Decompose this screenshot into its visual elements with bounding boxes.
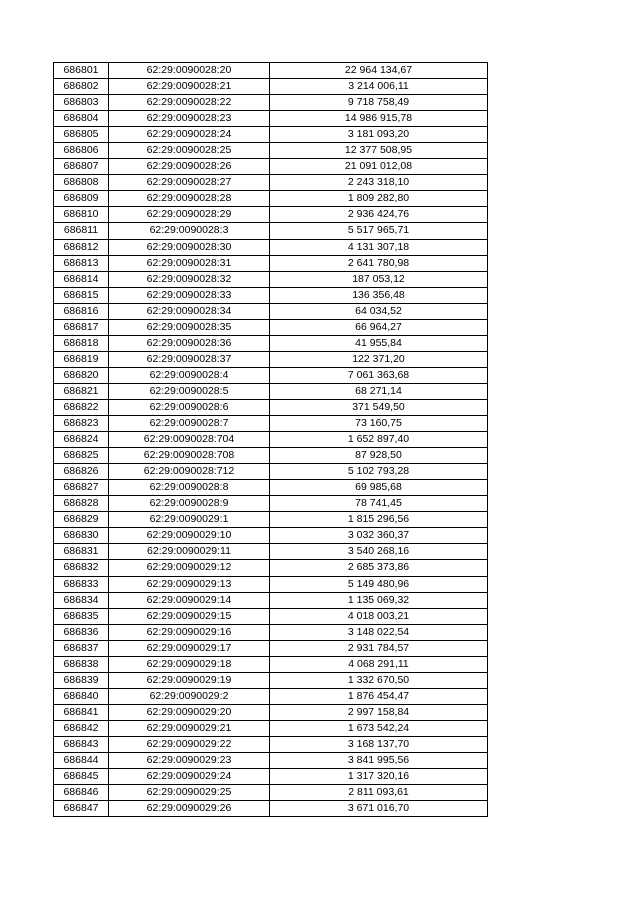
row-number-cell: 686834 [54, 592, 109, 608]
table-row [54, 480, 488, 496]
cadastral-number-cell: 62:29:0090029:23 [109, 753, 270, 769]
cadastral-value-cell: 5 102 793,28 [270, 464, 488, 480]
table-body [54, 63, 488, 817]
cadastral-value-cell: 3 671 016,70 [270, 801, 488, 817]
cadastral-number-cell: 62:29:0090028:712 [109, 464, 270, 480]
cadastral-value-cell: 2 997 158,84 [270, 704, 488, 720]
cadastral-value-cell: 9 718 758,49 [270, 95, 488, 111]
cadastral-value-cell: 136 356,48 [270, 287, 488, 303]
table-row [54, 287, 488, 303]
table-row [54, 704, 488, 720]
row-number-cell: 686807 [54, 159, 109, 175]
row-number-cell: 686833 [54, 576, 109, 592]
cadastral-number-cell: 62:29:0090029:20 [109, 704, 270, 720]
table-row [54, 383, 488, 399]
row-number-cell: 686847 [54, 801, 109, 817]
cadastral-number-cell: 62:29:0090029:18 [109, 656, 270, 672]
cadastral-number-cell: 62:29:0090028:708 [109, 448, 270, 464]
cadastral-value-cell: 1 815 296,56 [270, 512, 488, 528]
cadastral-number-cell: 62:29:0090029:10 [109, 528, 270, 544]
cadastral-number-cell: 62:29:0090029:25 [109, 785, 270, 801]
cadastral-value-cell: 64 034,52 [270, 303, 488, 319]
table-row [54, 239, 488, 255]
row-number-cell: 686818 [54, 335, 109, 351]
cadastral-number-cell: 62:29:0090028:36 [109, 335, 270, 351]
row-number-cell: 686802 [54, 79, 109, 95]
table-row [54, 63, 488, 79]
row-number-cell: 686836 [54, 624, 109, 640]
cadastral-number-cell: 62:29:0090028:9 [109, 496, 270, 512]
row-number-cell: 686815 [54, 287, 109, 303]
row-number-cell: 686845 [54, 769, 109, 785]
cadastral-value-cell: 4 131 307,18 [270, 239, 488, 255]
table-row [54, 608, 488, 624]
row-number-cell: 686841 [54, 704, 109, 720]
row-number-cell: 686814 [54, 271, 109, 287]
row-number-cell: 686844 [54, 753, 109, 769]
table-row [54, 432, 488, 448]
cadastral-value-cell: 1 809 282,80 [270, 191, 488, 207]
cadastral-number-cell: 62:29:0090028:25 [109, 143, 270, 159]
cadastral-number-cell: 62:29:0090028:6 [109, 399, 270, 415]
row-number-cell: 686812 [54, 239, 109, 255]
cadastral-number-cell: 62:29:0090028:37 [109, 351, 270, 367]
table-row [54, 191, 488, 207]
cadastral-value-cell: 1 317 320,16 [270, 769, 488, 785]
cadastral-number-cell: 62:29:0090029:22 [109, 736, 270, 752]
row-number-cell: 686808 [54, 175, 109, 191]
cadastral-value-cell: 3 032 360,37 [270, 528, 488, 544]
cadastral-value-cell: 5 149 480,96 [270, 576, 488, 592]
cadastral-value-cell: 122 371,20 [270, 351, 488, 367]
cadastral-number-cell: 62:29:0090028:29 [109, 207, 270, 223]
cadastral-number-cell: 62:29:0090029:11 [109, 544, 270, 560]
row-number-cell: 686827 [54, 480, 109, 496]
table-row [54, 672, 488, 688]
cadastral-value-cell: 371 549,50 [270, 399, 488, 415]
table-row [54, 159, 488, 175]
cadastral-value-cell: 5 517 965,71 [270, 223, 488, 239]
cadastral-value-cell: 4 018 003,21 [270, 608, 488, 624]
table-row [54, 303, 488, 319]
row-number-cell: 686825 [54, 448, 109, 464]
cadastral-value-cell: 14 986 915,78 [270, 111, 488, 127]
table-row [54, 255, 488, 271]
table-row [54, 319, 488, 335]
cadastral-number-cell: 62:29:0090029:1 [109, 512, 270, 528]
row-number-cell: 686846 [54, 785, 109, 801]
table-row [54, 560, 488, 576]
cadastral-value-cell: 2 641 780,98 [270, 255, 488, 271]
table-row [54, 769, 488, 785]
row-number-cell: 686821 [54, 383, 109, 399]
cadastral-number-cell: 62:29:0090029:21 [109, 720, 270, 736]
cadastral-number-cell: 62:29:0090028:27 [109, 175, 270, 191]
table-row [54, 624, 488, 640]
row-number-cell: 686826 [54, 464, 109, 480]
cadastral-value-cell: 78 741,45 [270, 496, 488, 512]
cadastral-value-cell: 41 955,84 [270, 335, 488, 351]
table-row [54, 785, 488, 801]
table-row [54, 736, 488, 752]
row-number-cell: 686824 [54, 432, 109, 448]
row-number-cell: 686838 [54, 656, 109, 672]
cadastral-number-cell: 62:29:0090029:16 [109, 624, 270, 640]
cadastral-number-cell: 62:29:0090028:21 [109, 79, 270, 95]
cadastral-value-cell: 2 936 424,76 [270, 207, 488, 223]
table-row [54, 367, 488, 383]
cadastral-value-cell: 3 181 093,20 [270, 127, 488, 143]
row-number-cell: 686803 [54, 95, 109, 111]
table-row [54, 335, 488, 351]
cadastral-value-cell: 1 673 542,24 [270, 720, 488, 736]
cadastral-number-cell: 62:29:0090028:32 [109, 271, 270, 287]
table-row [54, 544, 488, 560]
table-row [54, 271, 488, 287]
cadastral-value-cell: 2 243 318,10 [270, 175, 488, 191]
table-row [54, 399, 488, 415]
cadastral-number-cell: 62:29:0090028:20 [109, 63, 270, 79]
row-number-cell: 686842 [54, 720, 109, 736]
cadastral-value-cell: 3 148 022,54 [270, 624, 488, 640]
row-number-cell: 686823 [54, 416, 109, 432]
row-number-cell: 686843 [54, 736, 109, 752]
row-number-cell: 686819 [54, 351, 109, 367]
cadastral-value-cell: 187 053,12 [270, 271, 488, 287]
cadastral-value-cell: 12 377 508,95 [270, 143, 488, 159]
cadastral-number-cell: 62:29:0090028:30 [109, 239, 270, 255]
cadastral-value-table [53, 62, 488, 817]
row-number-cell: 686839 [54, 672, 109, 688]
table-row [54, 592, 488, 608]
cadastral-number-cell: 62:29:0090028:8 [109, 480, 270, 496]
table-row [54, 416, 488, 432]
cadastral-value-cell: 2 931 784,57 [270, 640, 488, 656]
row-number-cell: 686806 [54, 143, 109, 159]
cadastral-number-cell: 62:29:0090029:2 [109, 688, 270, 704]
row-number-cell: 686829 [54, 512, 109, 528]
row-number-cell: 686837 [54, 640, 109, 656]
cadastral-number-cell: 62:29:0090028:704 [109, 432, 270, 448]
row-number-cell: 686832 [54, 560, 109, 576]
cadastral-number-cell: 62:29:0090028:28 [109, 191, 270, 207]
table-row [54, 688, 488, 704]
cadastral-value-cell: 7 061 363,68 [270, 367, 488, 383]
row-number-cell: 686828 [54, 496, 109, 512]
cadastral-number-cell: 62:29:0090028:35 [109, 319, 270, 335]
cadastral-number-cell: 62:29:0090028:31 [109, 255, 270, 271]
cadastral-number-cell: 62:29:0090029:14 [109, 592, 270, 608]
row-number-cell: 686804 [54, 111, 109, 127]
cadastral-value-cell: 2 811 093,61 [270, 785, 488, 801]
row-number-cell: 686810 [54, 207, 109, 223]
row-number-cell: 686816 [54, 303, 109, 319]
cadastral-number-cell: 62:29:0090028:23 [109, 111, 270, 127]
table-row [54, 79, 488, 95]
row-number-cell: 686805 [54, 127, 109, 143]
cadastral-number-cell: 62:29:0090029:26 [109, 801, 270, 817]
cadastral-value-cell: 66 964,27 [270, 319, 488, 335]
cadastral-number-cell: 62:29:0090029:15 [109, 608, 270, 624]
row-number-cell: 686801 [54, 63, 109, 79]
cadastral-number-cell: 62:29:0090028:26 [109, 159, 270, 175]
row-number-cell: 686835 [54, 608, 109, 624]
table-row [54, 223, 488, 239]
table-row [54, 464, 488, 480]
cadastral-value-cell: 22 964 134,67 [270, 63, 488, 79]
cadastral-value-cell: 1 876 454,47 [270, 688, 488, 704]
table-row [54, 143, 488, 159]
cadastral-value-cell: 3 841 995,56 [270, 753, 488, 769]
table-row [54, 576, 488, 592]
row-number-cell: 686817 [54, 319, 109, 335]
cadastral-number-cell: 62:29:0090028:3 [109, 223, 270, 239]
row-number-cell: 686820 [54, 367, 109, 383]
row-number-cell: 686813 [54, 255, 109, 271]
cadastral-number-cell: 62:29:0090028:22 [109, 95, 270, 111]
cadastral-number-cell: 62:29:0090028:34 [109, 303, 270, 319]
table-row [54, 351, 488, 367]
table-row [54, 496, 488, 512]
cadastral-value-cell: 69 985,68 [270, 480, 488, 496]
cadastral-number-cell: 62:29:0090028:4 [109, 367, 270, 383]
cadastral-value-cell: 3 214 006,11 [270, 79, 488, 95]
table-row [54, 753, 488, 769]
cadastral-value-cell: 73 160,75 [270, 416, 488, 432]
cadastral-number-cell: 62:29:0090029:17 [109, 640, 270, 656]
table-row [54, 127, 488, 143]
cadastral-number-cell: 62:29:0090028:7 [109, 416, 270, 432]
cadastral-value-cell: 3 540 268,16 [270, 544, 488, 560]
cadastral-number-cell: 62:29:0090028:24 [109, 127, 270, 143]
table-row [54, 95, 488, 111]
cadastral-value-cell: 4 068 291,11 [270, 656, 488, 672]
cadastral-number-cell: 62:29:0090029:12 [109, 560, 270, 576]
cadastral-value-cell: 2 685 373,86 [270, 560, 488, 576]
table-row [54, 175, 488, 191]
table-row [54, 720, 488, 736]
cadastral-number-cell: 62:29:0090028:33 [109, 287, 270, 303]
cadastral-value-cell: 3 168 137,70 [270, 736, 488, 752]
table-row [54, 512, 488, 528]
table-row [54, 111, 488, 127]
cadastral-value-cell: 1 135 069,32 [270, 592, 488, 608]
table-row [54, 448, 488, 464]
cadastral-number-cell: 62:29:0090029:13 [109, 576, 270, 592]
table-row [54, 528, 488, 544]
table-row [54, 640, 488, 656]
table-row [54, 656, 488, 672]
row-number-cell: 686831 [54, 544, 109, 560]
cadastral-value-cell: 1 652 897,40 [270, 432, 488, 448]
table-row [54, 801, 488, 817]
cadastral-number-cell: 62:29:0090029:24 [109, 769, 270, 785]
row-number-cell: 686822 [54, 399, 109, 415]
row-number-cell: 686830 [54, 528, 109, 544]
cadastral-value-cell: 21 091 012,08 [270, 159, 488, 175]
table-row [54, 207, 488, 223]
row-number-cell: 686811 [54, 223, 109, 239]
cadastral-number-cell: 62:29:0090028:5 [109, 383, 270, 399]
row-number-cell: 686840 [54, 688, 109, 704]
cadastral-number-cell: 62:29:0090029:19 [109, 672, 270, 688]
cadastral-value-cell: 87 928,50 [270, 448, 488, 464]
row-number-cell: 686809 [54, 191, 109, 207]
cadastral-value-cell: 1 332 670,50 [270, 672, 488, 688]
cadastral-value-cell: 68 271,14 [270, 383, 488, 399]
